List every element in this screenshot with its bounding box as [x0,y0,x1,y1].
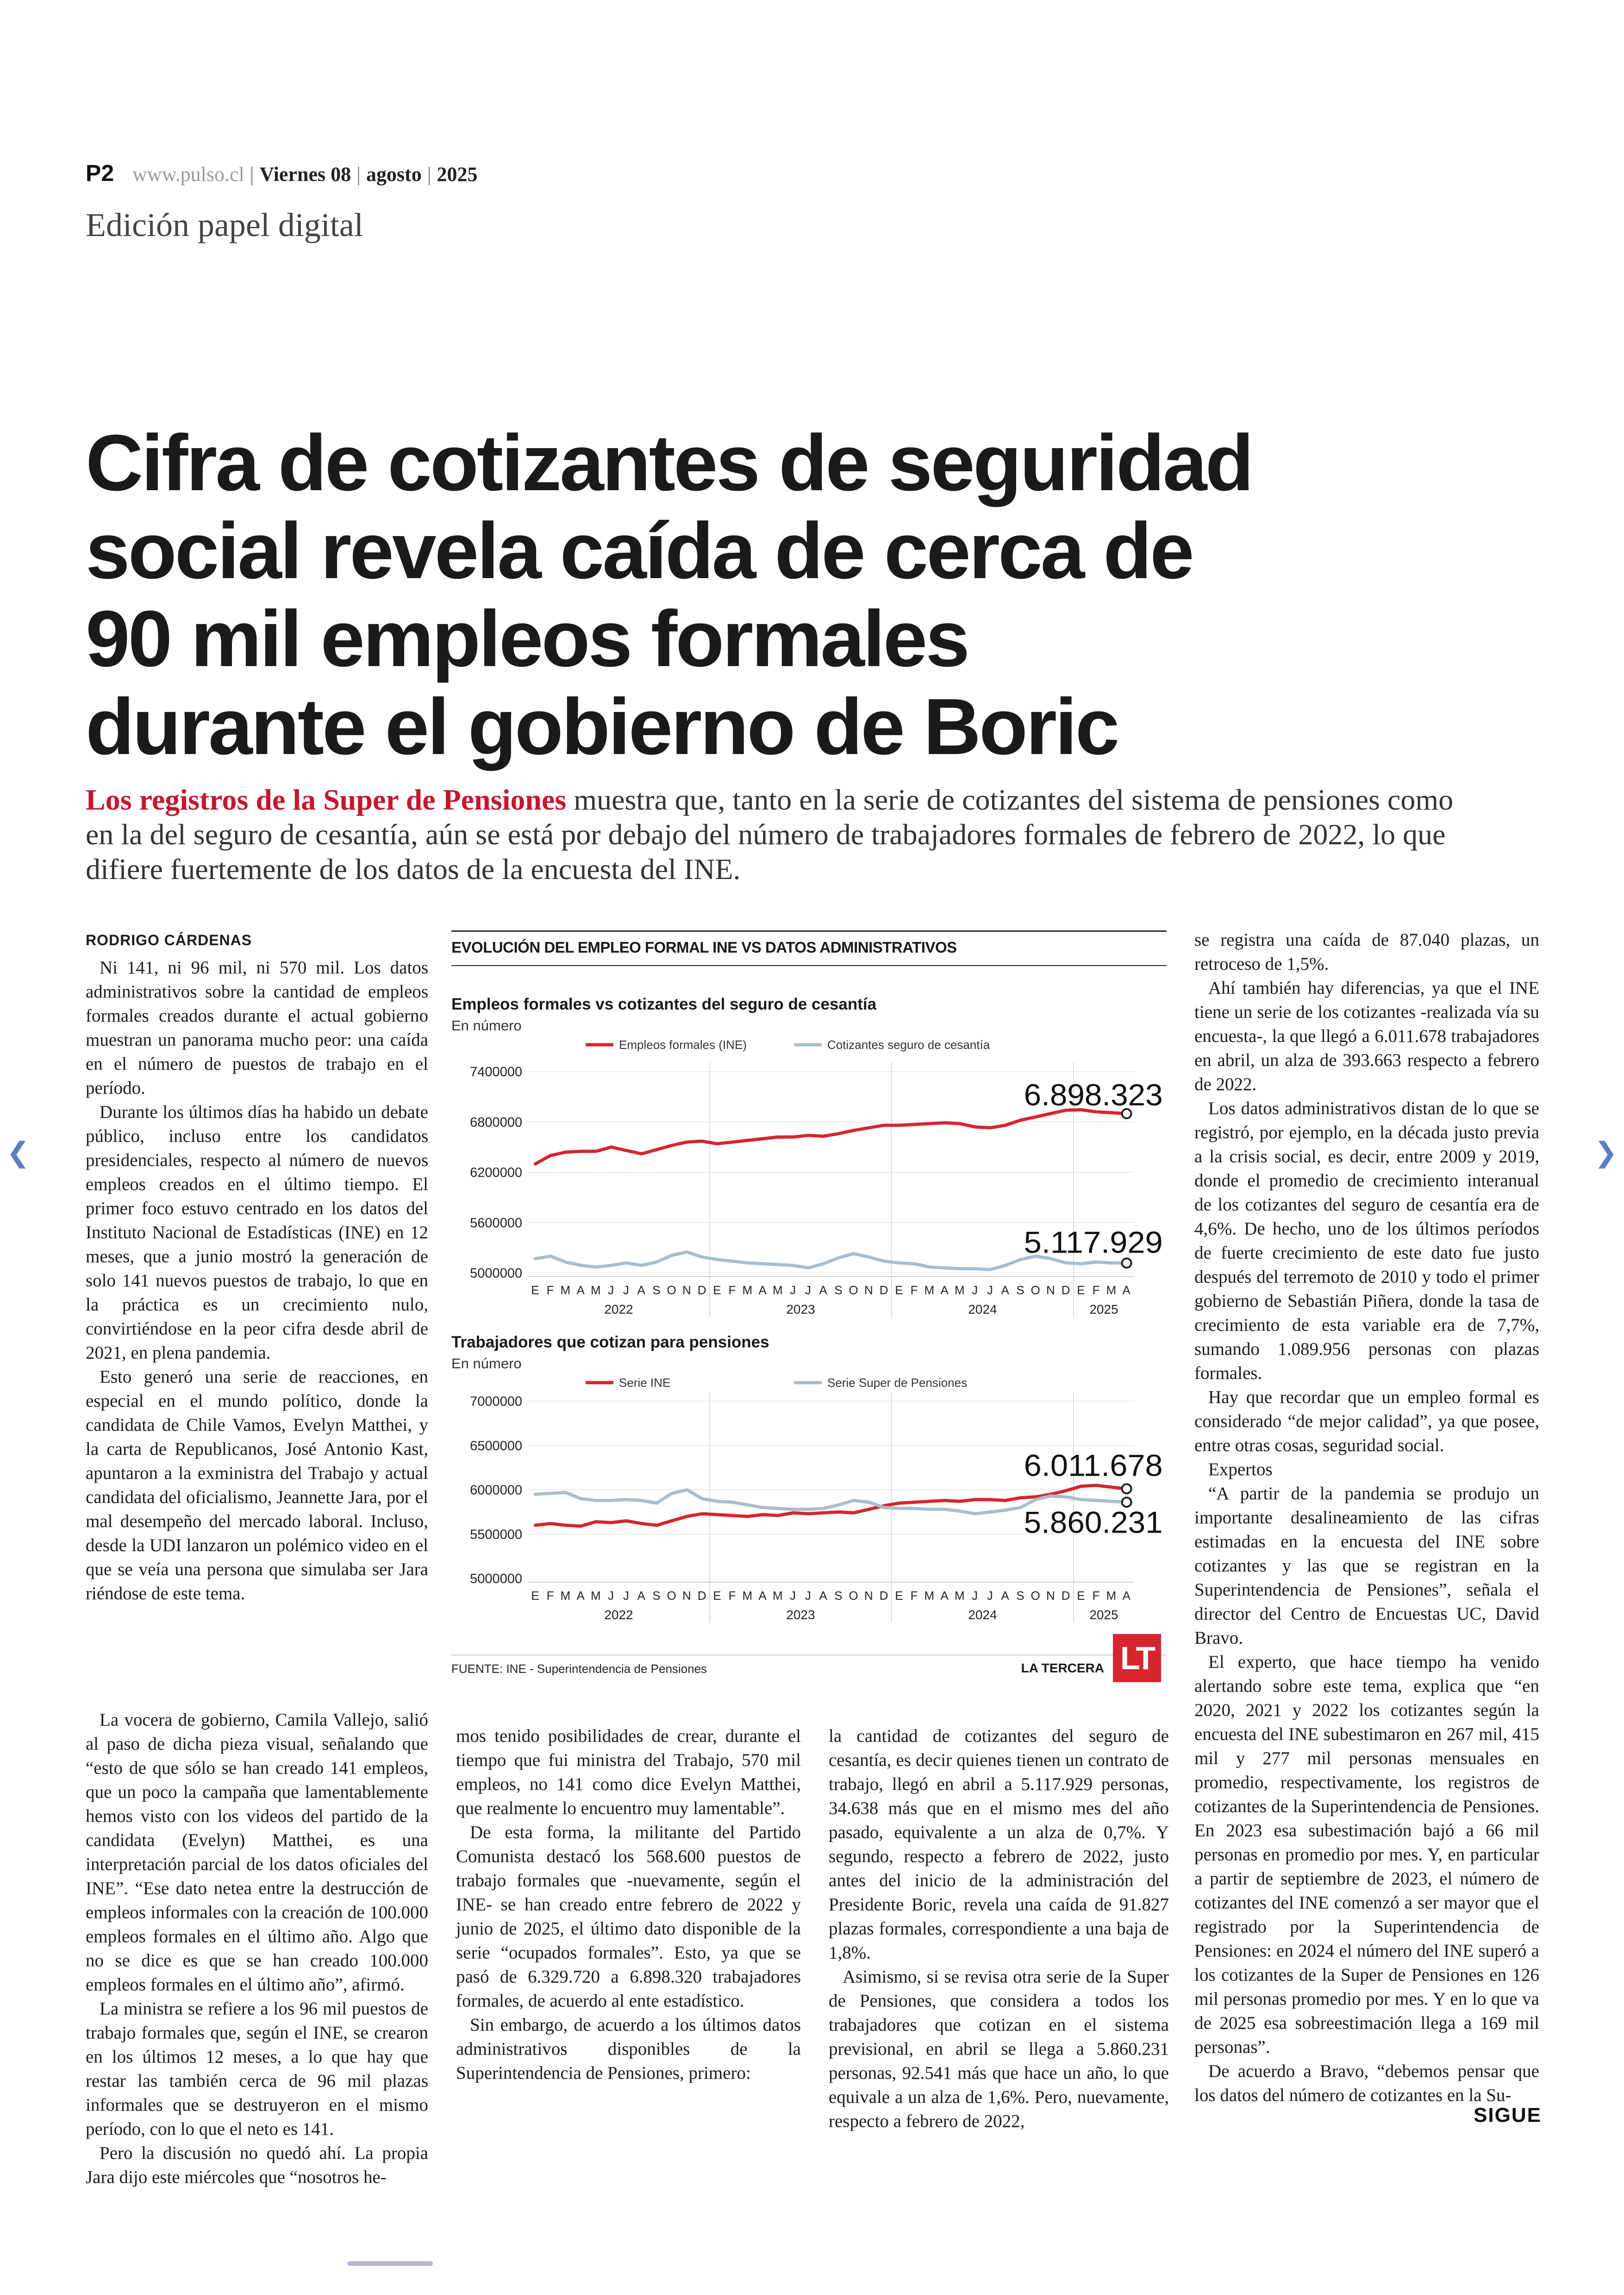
x-tick-label: M [591,1589,601,1603]
x-tick-label: M [742,1589,753,1603]
x-tick-label: O [849,1589,859,1603]
infographic-title: EVOLUCIÓN DEL EMPLEO FORMAL INE VS DATOS ADMINISTRATIVOS [451,939,957,956]
headline [86,419,1289,771]
continued-marker: SIGUE [1474,2104,1542,2127]
legend-label: Cotizantes seguro de cesantía [827,1038,990,1052]
x-tick-label: A [1122,1589,1131,1603]
edition-label: Edición papel digital [86,206,363,243]
paragraph: La ministra se refiere a los 96 mil puestos de trabajo formales que, según el INE, se crearon en los últimos 12 meses, a lo que hay que restar las también cerca de 96 mil plazas informales que se destruyeron en el mismo período, con lo que el neto es 141. [86,1999,428,2139]
x-tick-label: E [1077,1589,1086,1603]
paragraph: mos tenido posibilidades de crear, durante el tiempo que fui ministra del Trabajo, 570 mil empleos, no 141 como dice Evelyn Matthei, que realmente lo encuentro muy lamentable”. [456,1726,801,1818]
x-tick-label: M [924,1589,935,1603]
x-tick-label: D [697,1589,707,1603]
series-line [535,1110,1126,1164]
x-tick-label: A [1001,1589,1010,1603]
x-tick-label: J [987,1283,993,1297]
chart-1 [451,1035,1167,1322]
x-tick-label: N [682,1589,692,1603]
article-column-2 [456,1724,801,2085]
x-tick-label: N [1046,1589,1056,1603]
legend-label: Serie INE [619,1376,671,1390]
x-tick-label: M [773,1283,783,1297]
x-tick-label: A [576,1283,585,1297]
next-page-chevron-icon[interactable]: ❯ [1594,1136,1618,1169]
previous-page-chevron-icon[interactable]: ❮ [6,1136,30,1169]
x-tick-label: O [1031,1283,1041,1297]
headline-line: Cifra de cotizantes de seguridad [86,418,1252,507]
x-tick-label: M [1106,1283,1117,1297]
y-tick-label: 7000000 [470,1394,522,1409]
x-tick-label: F [728,1589,737,1603]
legend-label: Empleos formales (INE) [619,1038,747,1052]
x-year-label: 2023 [786,1302,815,1316]
paragraph: Ni 141, ni 96 mil, ni 570 mil. Los datos administrativos sobre la cantidad de empleos formales creados durante el actual gobierno muestran un panorama mucho peor: una caída en el número de puestos de trabajo en el período. [86,958,428,1098]
x-tick-label: D [879,1589,889,1603]
paragraph: Los datos administrativos distan de lo que se registró, por ejemplo, en la década justo previa a la crisis social, es decir, entre 2009 y 2019, donde el promedio de crecimiento interanual de los cotizantes del seguro de cesantía era de 4,6%. De hecho, uno de los últimos períodos de fuerte crecimiento de este dato fue justo después del terremoto de 2010 y todo el primer gobierno de Sebastián Piñera, donde la tasa de crecimiento de esta variable era de 7,7%, sumando 1.089.956 personas con plazas formales. [1194,1098,1539,1383]
x-tick-label: A [1122,1283,1131,1297]
y-tick-label: 6000000 [470,1483,522,1498]
x-tick-label: D [879,1283,889,1297]
x-tick-label: J [972,1283,979,1297]
x-tick-label: J [608,1283,615,1297]
x-year-label: 2024 [968,1302,997,1316]
byline: RODRIGO CÁRDENAS [86,932,252,948]
article-column-3 [829,1724,1169,2133]
y-tick-label: 5000000 [470,1572,522,1586]
issue-year: 2025 [437,163,478,186]
x-tick-label: A [940,1283,949,1297]
x-tick-label: F [546,1589,555,1603]
x-tick-label: J [805,1589,812,1603]
y-tick-label: 6500000 [470,1438,522,1453]
paragraph: “A partir de la pandemia se produjo un importante desalineamiento de las cifras estimadas en la encuesta del INE sobre cotizantes y las que se registran en la Superintendencia de Pensiones”, señala el director del Centro de Encuestas UC, David Bravo. [1194,1484,1539,1648]
x-tick-label: J [972,1589,979,1603]
x-tick-label: O [849,1283,859,1297]
article-column-4 [1194,928,1539,2108]
x-tick-label: O [667,1283,677,1297]
x-tick-label: S [652,1589,661,1603]
paragraph: El experto, que hace tiempo ha venido alertando sobre este tema, explica que “en 2020, 2021 y 2022 los cotizantes según la encuesta del INE subestimaron en 267 mil, 415 mil y 277 mil personas mensuales en promedio, respectivamente, los registros de cotizantes de la Superintendencia de Pensiones. En 2023 esa subestimación bajó a 66 mil personas en promedio por mes. Y, en particular a partir de septiembre de 2023, el número de cotizantes del INE comenzó a ser mayor que el registrado por la Superintendencia de Pensiones: en 2024 el número del INE superó a los cotizantes de la Super de Pensiones en 126 mil personas promedio por mes. Y en lo que va de 2025 esa sobreestimación llega a 169 mil personas”. [1194,1652,1539,2057]
x-tick-label: D [697,1283,707,1297]
x-year-label: 2025 [1089,1608,1118,1622]
x-tick-label: O [667,1589,677,1603]
paragraph: la cantidad de cotizantes del seguro de cesantía, es decir quienes tienen un contrato de trabajo, llegó en abril a 5.117.929 personas, 34.638 más que en el mismo mes del año pasado, equivalente a un alza de 0,7%. Y segundo, respecto a febrero de 2022, justo antes del inicio de la administración del Presidente Boric, revela una caída de 91.827 plazas formales, correspondiente a una baja de 1,8%. [829,1726,1169,1963]
x-tick-label: O [1031,1589,1041,1603]
page-header: P2 www.pulso.cl | Viernes 08 | agosto | 2025 [86,160,478,186]
legend-label: Serie Super de Pensiones [827,1376,968,1390]
y-tick-label: 6800000 [470,1115,522,1130]
x-tick-label: M [560,1283,571,1297]
series-end-marker [1122,1259,1131,1268]
x-tick-label: J [790,1589,797,1603]
x-tick-label: M [1106,1589,1117,1603]
dek [86,782,1484,886]
paragraph: La vocera de gobierno, Camila Vallejo, salió al paso de dicha pieza visual, señalando que “esto de que sólo se han creado 141 empleos, que un poco la campaña que lamentablemente hemos visto con los videos del partido de la candidata (Evelyn) Matthei, es una interpretación parcial de los datos oficiales del INE”. “Ese dato netea entre la destrucción de empleos informales con la creación de 100.000 empleos formales en el último año. Algo que no se dice es que se han creado 100.000 empleos formales en el último año”, afirmó. [86,1710,428,1995]
x-tick-label: E [713,1283,722,1297]
x-tick-label: M [591,1283,601,1297]
series-end-value-label: 5.860.231 [1024,1505,1163,1540]
x-tick-label: N [864,1589,874,1603]
headline-line: social revela caída de cerca de [86,506,1193,595]
x-tick-label: M [955,1283,965,1297]
series-end-value-label: 5.117.929 [1024,1225,1163,1260]
x-tick-label: M [560,1589,571,1603]
paragraph: Durante los últimos días ha habido un debate público, incluso entre los candidatos presidenciales, respecto al número de nuevos empleos creados en el último tiempo. El primer foco estuvo centrado en los datos del Instituto Nacional de Estadísticas (INE) en 12 meses, que a junio mostró la generación de solo 141 nuevos puestos de trabajo, lo que en la práctica es un crecimiento nulo, convirtiéndose en la peor cifra desde abril de 2021, en plena pandemia. [86,1102,428,1363]
x-tick-label: S [1016,1589,1025,1603]
series-end-value-label: 6.011.678 [1024,1448,1163,1483]
x-tick-label: A [940,1589,949,1603]
chart-2-subtitle: En número [451,1355,522,1372]
x-tick-label: M [773,1589,783,1603]
x-tick-label: A [758,1589,767,1603]
headline-line: 90 mil empleos formales [86,594,968,683]
x-year-label: 2022 [604,1608,633,1622]
chart-1-subtitle: En número [451,1017,522,1034]
x-tick-label: E [531,1589,540,1603]
subheading: Expertos [1208,1459,1273,1479]
dek-text: muestra que, tanto en la serie de cotizantes del sistema de pensiones como en la del seguro de cesantía, aún se está por debajo del número de trabajadores formales de febrero de 2022, lo que difiere fuertemente de los datos de la encuesta del INE. [86,783,1454,886]
x-tick-label: E [895,1283,904,1297]
x-tick-label: A [637,1283,646,1297]
x-tick-label: E [531,1283,540,1297]
x-year-label: 2025 [1089,1302,1118,1316]
x-tick-label: J [608,1589,615,1603]
x-tick-label: N [864,1283,874,1297]
paragraph: se registra una caída de 87.040 plazas, un retroceso de 1,5%. [1194,930,1539,974]
x-tick-label: A [758,1283,767,1297]
x-tick-label: A [1001,1283,1010,1297]
y-tick-label: 5000000 [470,1266,522,1281]
x-year-label: 2022 [604,1302,633,1316]
paragraph: Asimismo, si se revisa otra serie de la Super de Pensiones, que considera a todos los trabajadores que cotizan en el sistema previsional, en abril se llega a 5.860.231 personas, 92.541 más que hace un año, lo que equivale a un alza de 1,6%. Pero, nuevamente, respecto a febrero de 2022, [829,1967,1169,2131]
x-tick-label: F [910,1589,918,1603]
paragraph: Sin embargo, de acuerdo a los últimos datos administrativos disponibles de la Superintendencia de Pensiones, primero: [456,2015,801,2083]
chart-2 [451,1372,1167,1627]
paragraph: De esta forma, la militante del Partido Comunista destacó los 568.600 puestos de trabajo formales que -nuevamente, según el INE- se han creado entre febrero de 2022 y junio de 2025, el último dato disponible de la serie “ocupados formales”. Esto, ya que se pasó de 6.329.720 a 6.898.320 trabajadores formales, de acuerdo al ente estadístico. [456,1822,801,2011]
paragraph: De acuerdo a Bravo, “debemos pensar que los datos del número de cotizantes en la Su- [1194,2061,1539,2105]
article-column-1 [86,928,428,1606]
x-tick-label: E [895,1589,904,1603]
x-tick-label: F [910,1283,918,1297]
issue-month: agosto [366,163,422,186]
x-tick-label: A [637,1589,646,1603]
x-tick-label: S [652,1283,661,1297]
x-tick-label: F [728,1283,737,1297]
chart-2-title: Trabajadores que cotizan para pensiones [451,1333,769,1351]
headline-line: durante el gobierno de Boric [86,682,1118,771]
scrollbar-thumb[interactable] [347,2261,433,2266]
x-tick-label: D [1061,1589,1071,1603]
x-tick-label: A [819,1589,828,1603]
paragraph: Hay que recordar que un empleo formal es considerado “de mejor calidad”, ya que posee, entre otras cosas, seguridad social. [1194,1387,1539,1455]
article-column-1-bottom [86,1708,428,2189]
x-tick-label: F [1092,1589,1100,1603]
x-tick-label: E [1077,1283,1086,1297]
x-tick-label: D [1061,1283,1071,1297]
x-tick-label: M [924,1283,935,1297]
x-tick-label: J [805,1283,812,1297]
x-tick-label: A [576,1589,585,1603]
x-tick-label: J [623,1283,630,1297]
x-tick-label: J [987,1589,993,1603]
dek-lead: Los registros de la Super de Pensiones [86,783,567,816]
x-tick-label: N [1046,1283,1056,1297]
paragraph: Esto generó una serie de reacciones, en especial en el mundo político, donde la candidata de Chile Vamos, Evelyn Matthei, y la carta de Republicanos, José Antonio Kast, apuntaron a la exministra del Trabajo y actual candidata del oficialismo, Jeannette Jara, por el mal desempeño del mercado laboral. Incluso, desde la UDI lanzaron un polémico video en el que se veía una persona que simulaba ser Jara riéndose de este tema. [86,1367,428,1603]
la-tercera-logo: LT [1113,1634,1161,1682]
x-tick-label: J [623,1589,630,1603]
x-tick-label: J [790,1283,797,1297]
site-url[interactable]: www.pulso.cl [132,163,244,186]
x-tick-label: S [834,1283,843,1297]
infographic-source: FUENTE: INE - Superintendencia de Pensiones [451,1662,707,1676]
y-tick-label: 5500000 [470,1527,522,1542]
y-tick-label: 5600000 [470,1216,522,1231]
series-end-marker [1122,1484,1131,1493]
infographic [451,930,1167,1690]
paragraph: Pero la discusión no quedó ahí. La propia Jara dijo este miércoles que “nosotros he- [86,2143,428,2187]
x-year-label: 2023 [786,1608,815,1622]
x-tick-label: F [546,1283,555,1297]
x-tick-label: N [682,1283,692,1297]
x-tick-label: M [742,1283,753,1297]
page-number: P2 [86,160,114,186]
y-tick-label: 7400000 [470,1065,522,1079]
y-tick-label: 6200000 [470,1165,522,1180]
x-year-label: 2024 [968,1608,997,1622]
paragraph: Ahí también hay diferencias, ya que el INE tiene un serie de los cotizantes -realizada vía su encuesta-, la que llegó a 6.011.678 trabajadores en abril, un alza de 393.663 respecto a febrero de 2022. [1194,978,1539,1094]
infographic-top-rule [451,930,1167,932]
x-tick-label: S [1016,1283,1025,1297]
chart-1-title: Empleos formales vs cotizantes del seguro de cesantía [451,995,877,1013]
issue-weekday: Viernes 08 [259,163,351,186]
x-tick-label: M [955,1589,965,1603]
x-tick-label: E [713,1589,722,1603]
infographic-title-rule [451,965,1167,966]
x-tick-label: F [1092,1283,1100,1297]
x-tick-label: A [819,1283,828,1297]
brand-name: LA TERCERA [1021,1661,1104,1675]
x-tick-label: S [834,1589,843,1603]
series-end-value-label: 6.898.323 [1024,1077,1163,1112]
